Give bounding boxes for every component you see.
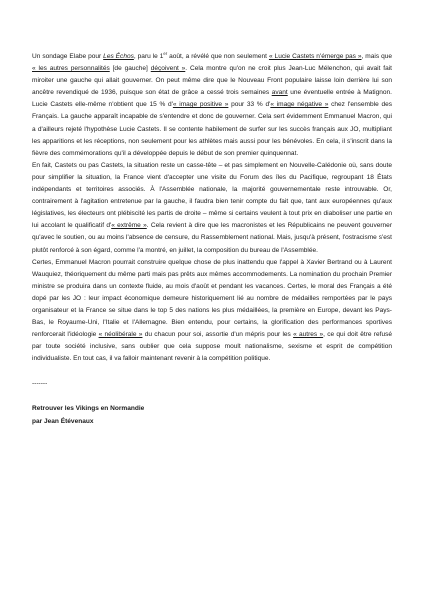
text-run: , mais que: [361, 53, 392, 60]
text-run: Un sondage Elabe pour: [32, 53, 104, 60]
emphasis-text: « image négative »: [270, 101, 329, 109]
text-run: du chacun pour soi, assortie d'un mépris pour les: [142, 331, 294, 339]
text-run: août, a révélé que non seulement: [167, 53, 269, 60]
text-run: , paru le 1: [133, 53, 164, 60]
text-run: Certes, Emmanuel Macron pourrait construire quelque chose de plus inattendu que l'appel à Xavier Bertrand ou à Laurent Wauquiez, théoriquement du même parti mais pas prêts aux mêmes accommodements. La nomination du prochain Premier ministre se produira dans un contexte fluide, au mois d'août et pendant les vacances. Certes, le moral des Français a été dopé par les JO : leur impact économique demeure historiquement lié au nombre de médailles remportées par le pays organisateur et la France se situe dans le top 5 des nations les plus médaillées, la première en Europe, devant les Pays-Bas, le Royaume-Uni, l'Italie et l'Allemagne. Bien entendu, pour certains, la glorification des performances sportives renforcerait l'idéologie: [32, 258, 392, 339]
text-run: pour 33 % d': [228, 101, 271, 109]
emphasis-text: « les autres personnalités: [32, 65, 110, 73]
text-run: , ce qui doit être refusé par toute société inclusive, sans oublier que cela suppose moult nationalisme, sexisme et esprit de compétition individualiste. En tout cas, il va falloir maintenant revenir à la compétition politique.: [32, 331, 392, 363]
superscript-text: er: [163, 50, 168, 56]
text-run: chez l'ensemble des Français. La gauche apparaît incapable de s'entendre et donc de gouverner. Cela sert évidemment Emmanuel Macron, qui a d'ailleurs rejeté l'hypothèse Lucie Castets. Il se contente habilement de surfer sur les succès français aux JO, multipliant les apparitions et les réceptions, non seulement pour les athlètes mais aussi pour les bénévoles. En cela, il s'inscrit dans la fièvre des commémorations qu'il a développée depuis le début de son premier quinquennat.: [32, 101, 393, 157]
emphasis-text: Les Échos: [103, 53, 134, 60]
text-run: . Cela montre qu'on ne croit plus Jean-Luc Mélenchon, qui avait fait miroiter une gauche qui allait gouverner. On peut même dire que le Nouveau Front populaire laisse loin derrière lui son ancêtre revendiqué de 1936, puisque son état de grâce a cessé trois semaines: [32, 65, 392, 97]
emphasis-text: « Lucie Castets n'émerge pas »: [268, 53, 362, 60]
text-run: . Cela revient à dire que les macronistes et les Républicains ne peuvent gouverner qu'avec le soutien, ou au moins l'absence de censure, du Rassemblement national. Mais, jusqu'à présent, l'ostracisme s'est plutôt renforcé à son égard, comme l'a montré, en juillet, la composition du bureau de l'Assemblée.: [32, 222, 393, 254]
text-run: une éventuelle entrée à Matignon. Lucie Castets elle-même n'obtient que 15 % d': [32, 89, 392, 109]
paragraph: [32, 160, 392, 257]
separator-line: -------: [32, 380, 48, 388]
emphasis-text: avant: [271, 89, 288, 97]
footer-author: par Jean Étévenaux: [32, 417, 94, 425]
text-run: [de gauche]: [109, 65, 151, 73]
emphasis-text: « image positive »: [172, 101, 229, 109]
document-page: [32, 51, 392, 428]
text-run: En fait, Castets ou pas Castets, la situation reste un casse-tête – et pas simplement en Nouvelle-Calédonie où, sans doute pour simplifier la situation, la France vient d'accepter une visite du Forum des îles du Pacifique, regroupant 18 États indépendants et territoires associés. À l'Assemblée nationale, la majorité gouvernementale reste introuvable. Or, contrairement à l'agitation entretenue par la gauche, il faudra bien tenir compte du fait que, tant aux européennes qu'aux législatives, les électeurs ont plébiscité les partis de droite – même si certains veulent à tout prix en diaboliser une partie en lui accolant le qualificatif d': [32, 161, 392, 230]
emphasis-text: « extrême »: [111, 222, 147, 230]
emphasis-text: déçoivent »: [150, 65, 186, 73]
paragraph: [32, 51, 392, 160]
article-body: [32, 51, 392, 365]
paragraph: [32, 257, 392, 366]
footer-title: Retrouver les Vikings en Normandie: [32, 405, 145, 413]
emphasis-text: « autres »: [293, 331, 324, 339]
emphasis-text: « néolibérale »: [98, 331, 143, 339]
